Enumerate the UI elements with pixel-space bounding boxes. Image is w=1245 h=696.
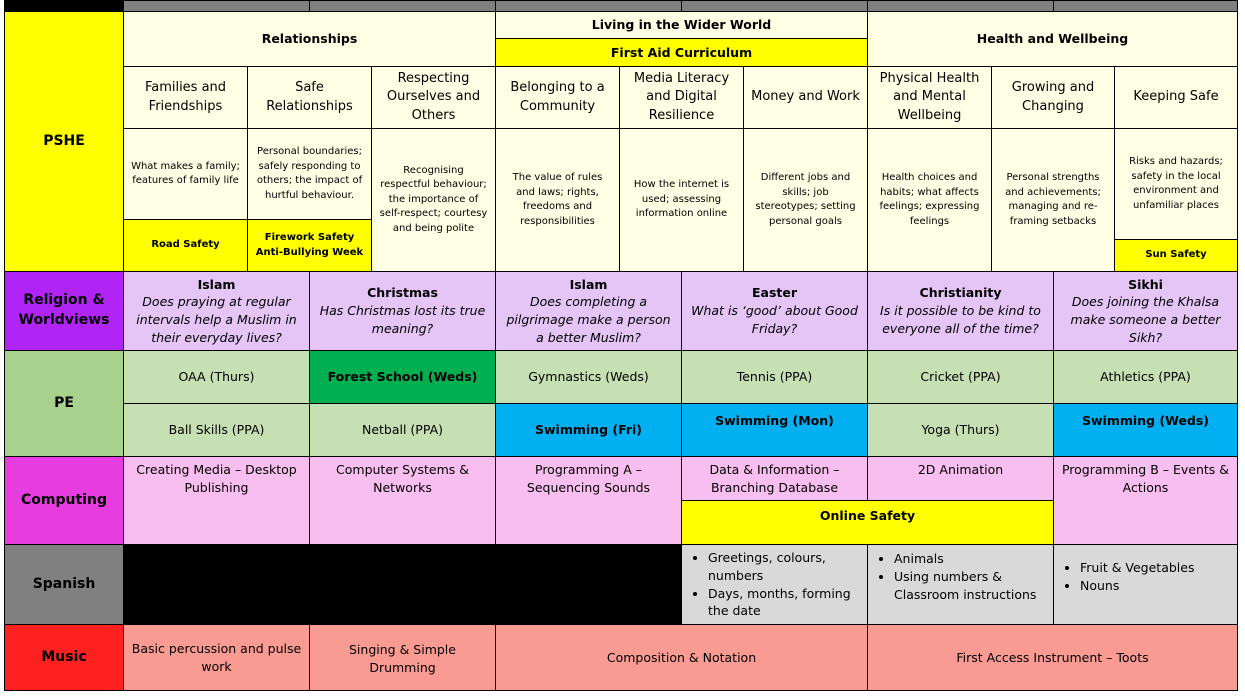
computing-unit-5 [867, 456, 1054, 501]
pshe-unit-desc-5 [619, 128, 744, 272]
music-text: Singing & Simple Drumming [349, 642, 456, 675]
unit-title-text: Physical Health and Mental Wellbeing [879, 70, 980, 123]
pe-text: Cricket (PPA) [920, 369, 1001, 385]
pe-text: Netball (PPA) [361, 422, 444, 438]
pshe-unit-title-9 [1114, 66, 1238, 129]
pe-text: Swimming (Weds) [1081, 413, 1209, 428]
pe-unit-row2-5 [867, 403, 1054, 457]
pe-unit-row2-3 [495, 403, 682, 457]
pe-text: Tennis (PPA) [736, 369, 813, 385]
computing-text: Programming A – Sequencing Sounds [526, 462, 651, 495]
pshe-unit-desc-6 [743, 128, 868, 272]
pshe-unit-desc-3 [371, 128, 496, 272]
spanish-item: • Fruit & Vegetables [1080, 559, 1194, 577]
road-safety-text: Road Safety [151, 239, 220, 251]
theme-relationships-text: Relationships [261, 31, 358, 47]
pe-unit-row2-1 [123, 403, 310, 457]
pshe-unit-title-2 [247, 66, 372, 129]
pe-text: OAA (Thurs) [178, 369, 255, 385]
music-unit-1 [123, 624, 310, 691]
theme-health-text: Health and Wellbeing [976, 31, 1129, 47]
computing-text: 2D Animation [917, 462, 1004, 477]
theme-wider-world [495, 11, 868, 39]
religion-question: Does completing a pilgrimage make a person a better Muslim? [506, 294, 671, 345]
pshe-row-label [4, 11, 124, 272]
first-aid-curriculum [495, 38, 868, 67]
pshe-unit-title-8 [991, 66, 1115, 129]
religion-question: Does praying at regular intervals help a Muslim in their everyday lives? [136, 294, 297, 345]
religion-question: Has Christmas lost its true meaning? [319, 303, 486, 336]
unit-desc-text: Personal strengths and achievements; managing and re-framing setbacks [1005, 172, 1101, 227]
religion-title: Christianity [919, 285, 1002, 301]
computing-unit-3 [495, 456, 682, 545]
religion-unit-5 [867, 271, 1054, 351]
religion-unit-6 [1053, 271, 1238, 351]
pshe-unit-desc-4 [495, 128, 620, 272]
unit-title-text: Respecting Ourselves and Others [386, 70, 481, 123]
religion-unit-3 [495, 271, 682, 351]
spanish-item: • Animals [894, 550, 1047, 568]
unit-title-text: Money and Work [751, 89, 860, 105]
pe-text: Gymnastics (Weds) [528, 369, 649, 385]
unit-desc-text: Personal boundaries; safely responding to others; the impact of hurtful behaviour. [256, 146, 363, 201]
spanish-item: • Greetings, colours, numbers [708, 549, 861, 585]
firework-safety-text: Firework Safety [264, 232, 355, 244]
pe-unit-row1-2 [309, 350, 496, 404]
spanish-blank [123, 544, 682, 625]
computing-text: Computer Systems & Networks [336, 462, 469, 495]
pe-unit-row1-5 [867, 350, 1054, 404]
pshe-unit-title-1 [123, 66, 248, 129]
pshe-unit-desc-2 [247, 128, 372, 220]
pe-text: Forest School (Weds) [327, 369, 478, 385]
religion-title: Islam [197, 276, 236, 292]
pshe-unit-desc-1 [123, 128, 248, 220]
pshe-unit-title-6 [743, 66, 868, 129]
religion-unit-2 [309, 271, 496, 351]
pe-label-text: PE [54, 394, 74, 411]
music-unit-3 [495, 624, 868, 691]
pshe-unit-title-7 [867, 66, 992, 129]
religion-title: Sikhi [1128, 276, 1163, 292]
religion-question: Does joining the Khalsa make someone a better Sikh? [1070, 294, 1221, 345]
unit-title-text: Belonging to a Community [510, 80, 605, 114]
religion-title: Easter [751, 285, 798, 301]
pe-text: Ball Skills (PPA) [168, 422, 265, 438]
computing-text: Data & Information – Branching Database [709, 462, 840, 495]
pe-unit-row1-1 [123, 350, 310, 404]
music-row-label [4, 624, 124, 691]
music-label-text: Music [41, 648, 87, 665]
religion-question: What is ‘good’ about Good Friday? [691, 303, 858, 336]
anti-bullying-text: Anti-Bullying Week [255, 246, 364, 258]
music-text: First Access Instrument – Toots [956, 649, 1149, 665]
religion-row-label [4, 271, 124, 351]
music-text: Composition & Notation [606, 649, 757, 665]
spanish-list-2 [878, 550, 1047, 603]
theme-relationships [123, 11, 496, 67]
religion-label-text: Religion & Worldviews [18, 292, 110, 328]
pe-text: Swimming (Mon) [715, 413, 834, 428]
unit-title-text: Families and Friendships [144, 80, 227, 114]
unit-desc-text: Recognising respectful behaviour; the importance of self-respect; courtesy and being polite [379, 164, 488, 234]
unit-title-text: Safe Relationships [266, 80, 353, 114]
spanish-item: • Nouns [1080, 577, 1194, 595]
online-safety-text: Online Safety [819, 508, 916, 523]
unit-title-text: Growing and Changing [1011, 80, 1095, 114]
theme-wider-world-text: Living in the Wider World [591, 17, 772, 33]
pe-unit-row2-6 [1053, 403, 1238, 457]
religion-unit-4 [681, 271, 868, 351]
pe-unit-row1-4 [681, 350, 868, 404]
religion-title: Christmas [367, 285, 438, 301]
pe-text: Swimming (Fri) [535, 422, 642, 438]
pshe-unit-desc-7 [867, 128, 992, 272]
spanish-list-3 [1064, 559, 1194, 595]
unit-desc-text: Different jobs and skills; job stereotypes; setting personal goals [755, 172, 856, 227]
online-safety [681, 500, 1054, 545]
spanish-list-1 [692, 549, 861, 620]
road-safety [123, 219, 248, 272]
pe-unit-row2-2 [309, 403, 496, 457]
religion-title: Islam [569, 276, 608, 292]
computing-unit-1 [123, 456, 310, 545]
computing-unit-2 [309, 456, 496, 545]
religion-unit-1 [123, 271, 310, 351]
pe-unit-row2-4 [681, 403, 868, 457]
spanish-item: • Days, months, forming the date [708, 585, 861, 621]
pshe-unit-desc-8 [991, 128, 1115, 272]
spanish-unit-2 [867, 544, 1054, 625]
computing-text: Creating Media – Desktop Publishing [136, 462, 297, 495]
unit-desc-text: Health choices and habits; what affects feelings; expressing feelings [879, 172, 980, 227]
spanish-unit-3 [1053, 544, 1238, 625]
spanish-label-text: Spanish [32, 575, 96, 592]
pe-unit-row1-6 [1053, 350, 1238, 404]
music-unit-2 [309, 624, 496, 691]
pshe-unit-title-4 [495, 66, 620, 129]
computing-row-label [4, 456, 124, 545]
computing-unit-6 [1053, 456, 1238, 545]
unit-desc-text: The value of rules and laws; rights, freedoms and responsibilities [512, 172, 603, 227]
spanish-row-label [4, 544, 124, 625]
religion-question: Is it possible to be kind to everyone all of the time? [880, 303, 1041, 336]
unit-title-text: Keeping Safe [1133, 89, 1219, 105]
unit-desc-text: What makes a family; features of family life [131, 160, 240, 186]
pshe-unit-desc-9 [1114, 128, 1238, 240]
pshe-unit-title-3 [371, 66, 496, 129]
music-text: Basic percussion and pulse work [131, 640, 302, 674]
pe-row-label [4, 350, 124, 457]
computing-text: Programming B – Events & Actions [1061, 462, 1230, 495]
firework-antibullying [247, 219, 372, 272]
unit-title-text: Media Literacy and Digital Resilience [633, 70, 730, 123]
sun-safety [1114, 239, 1238, 272]
music-unit-4 [867, 624, 1238, 691]
pe-unit-row1-3 [495, 350, 682, 404]
pshe-label-text: PSHE [43, 132, 85, 149]
sun-safety-text: Sun Safety [1145, 249, 1207, 261]
unit-desc-text: Risks and hazards; safety in the local environment and unfamiliar places [1129, 156, 1223, 211]
computing-label-text: Computing [21, 491, 107, 508]
unit-desc-text: How the internet is used; assessing information online [633, 179, 730, 220]
pshe-unit-title-5 [619, 66, 744, 129]
pe-text: Yoga (Thurs) [921, 422, 1000, 438]
spanish-item: • Using numbers & Classroom instructions [894, 568, 1047, 604]
theme-health [867, 11, 1238, 67]
computing-unit-4 [681, 456, 868, 501]
first-aid-text: First Aid Curriculum [610, 44, 753, 60]
spanish-unit-1 [681, 544, 868, 625]
pe-text: Athletics (PPA) [1100, 369, 1191, 385]
